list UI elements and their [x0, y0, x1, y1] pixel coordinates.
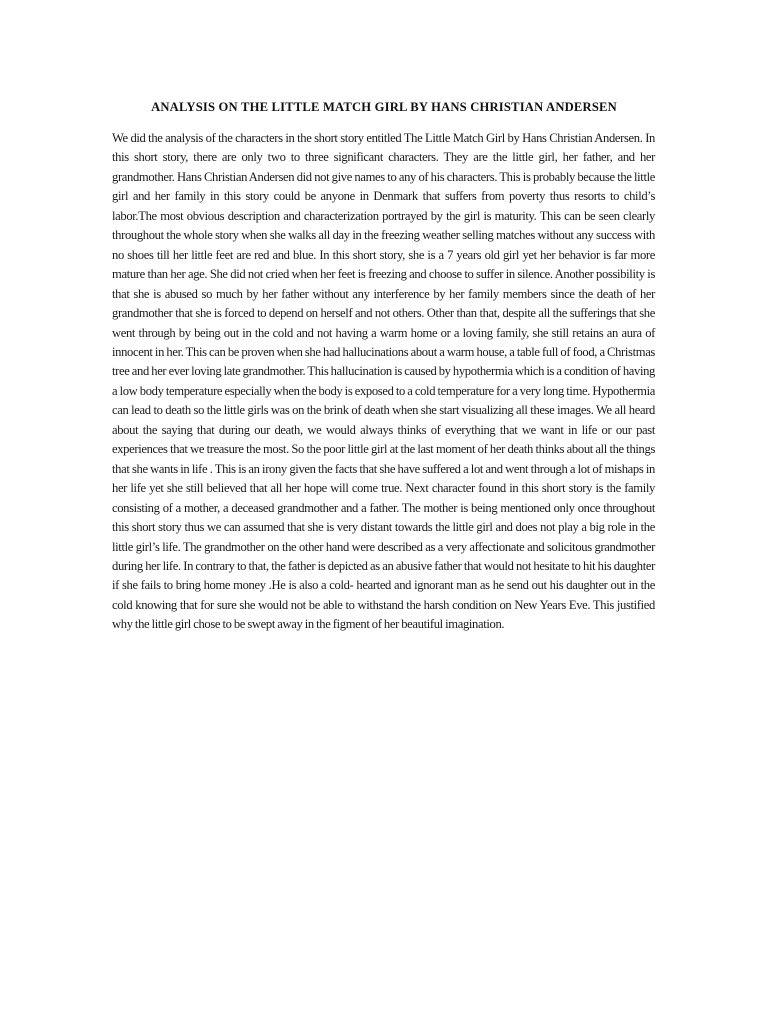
document-body: We did the analysis of the characters in the short story entitled The Little Match Girl by Hans Christian Andersen. In this short story, there are only two to three significant characters. They are the little girl, her father, and her grandmother. Hans Christian Andersen did not give names to any of his characters. This is probably because the little girl and her family in this story could be anyone in Denmark that suffers from poverty thus resorts to child’s labor.The most obvious description and characterization portrayed by the girl is maturity. This can be seen clearly throughout the whole story when she walks all day in the freezing weather selling matches without any success with no shoes till her little feet are red and blue. In this short story, she is a 7 years old girl yet her behavior is far more mature than her age. She did not cried when her feet is freezing and choose to suffer in silence. Another possibility is that she is abused so much by her father without any interference by her family members since the death of her grandmother that she is forced to depend on herself and not others. Other than that, despite all the sufferings that she went through by being out in the cold and not having a warm home or a loving family, she still retains an aura of innocent in her. This can be proven when she had hallucinations about a warm house, a table full of food, a Christmas tree and her ever loving late grandmother. This hallucination is caused by hypothermia which is a condition of having a low body temperature especially when the body is exposed to a cold temperature for a very long time. Hypothermia can lead to death so the little girls was on the brink of death when she start visualizing all these images. We all heard about the saying that during our death, we would always thinks of everything that we want in life or our past experiences that we treasure the most. So the poor little girl at the last moment of her death thinks about all the things that she wants in life . This is an irony given the facts that she have suffered a lot and went through a lot of mishaps in her life yet she still believed that all her hope will come true. Next character found in this short story is the family consisting of a mother, a deceased grandmother and a father. The mother is being mentioned only once throughout this short story thus we can assumed that she is very distant towards the little girl and does not play a big role in the little girl’s life. The grandmother on the other hand were described as a very affectionate and solicitous grandmother during her life. In contrary to that, the father is depicted as an abusive father that would not hesitate to hit his daughter if she fails to bring home money .He is also a cold- hearted and ignorant man as he send out his daughter out in the cold knowing that for sure she would not be able to withstand the harsh condition on New Years Eve. This justified why the little girl chose to be swept away in the figment of her beautiful imagination. [112, 131, 655, 632]
document-title: ANALYSIS ON THE LITTLE MATCH GIRL BY HANS CHRISTIAN ANDERSEN [151, 100, 617, 114]
